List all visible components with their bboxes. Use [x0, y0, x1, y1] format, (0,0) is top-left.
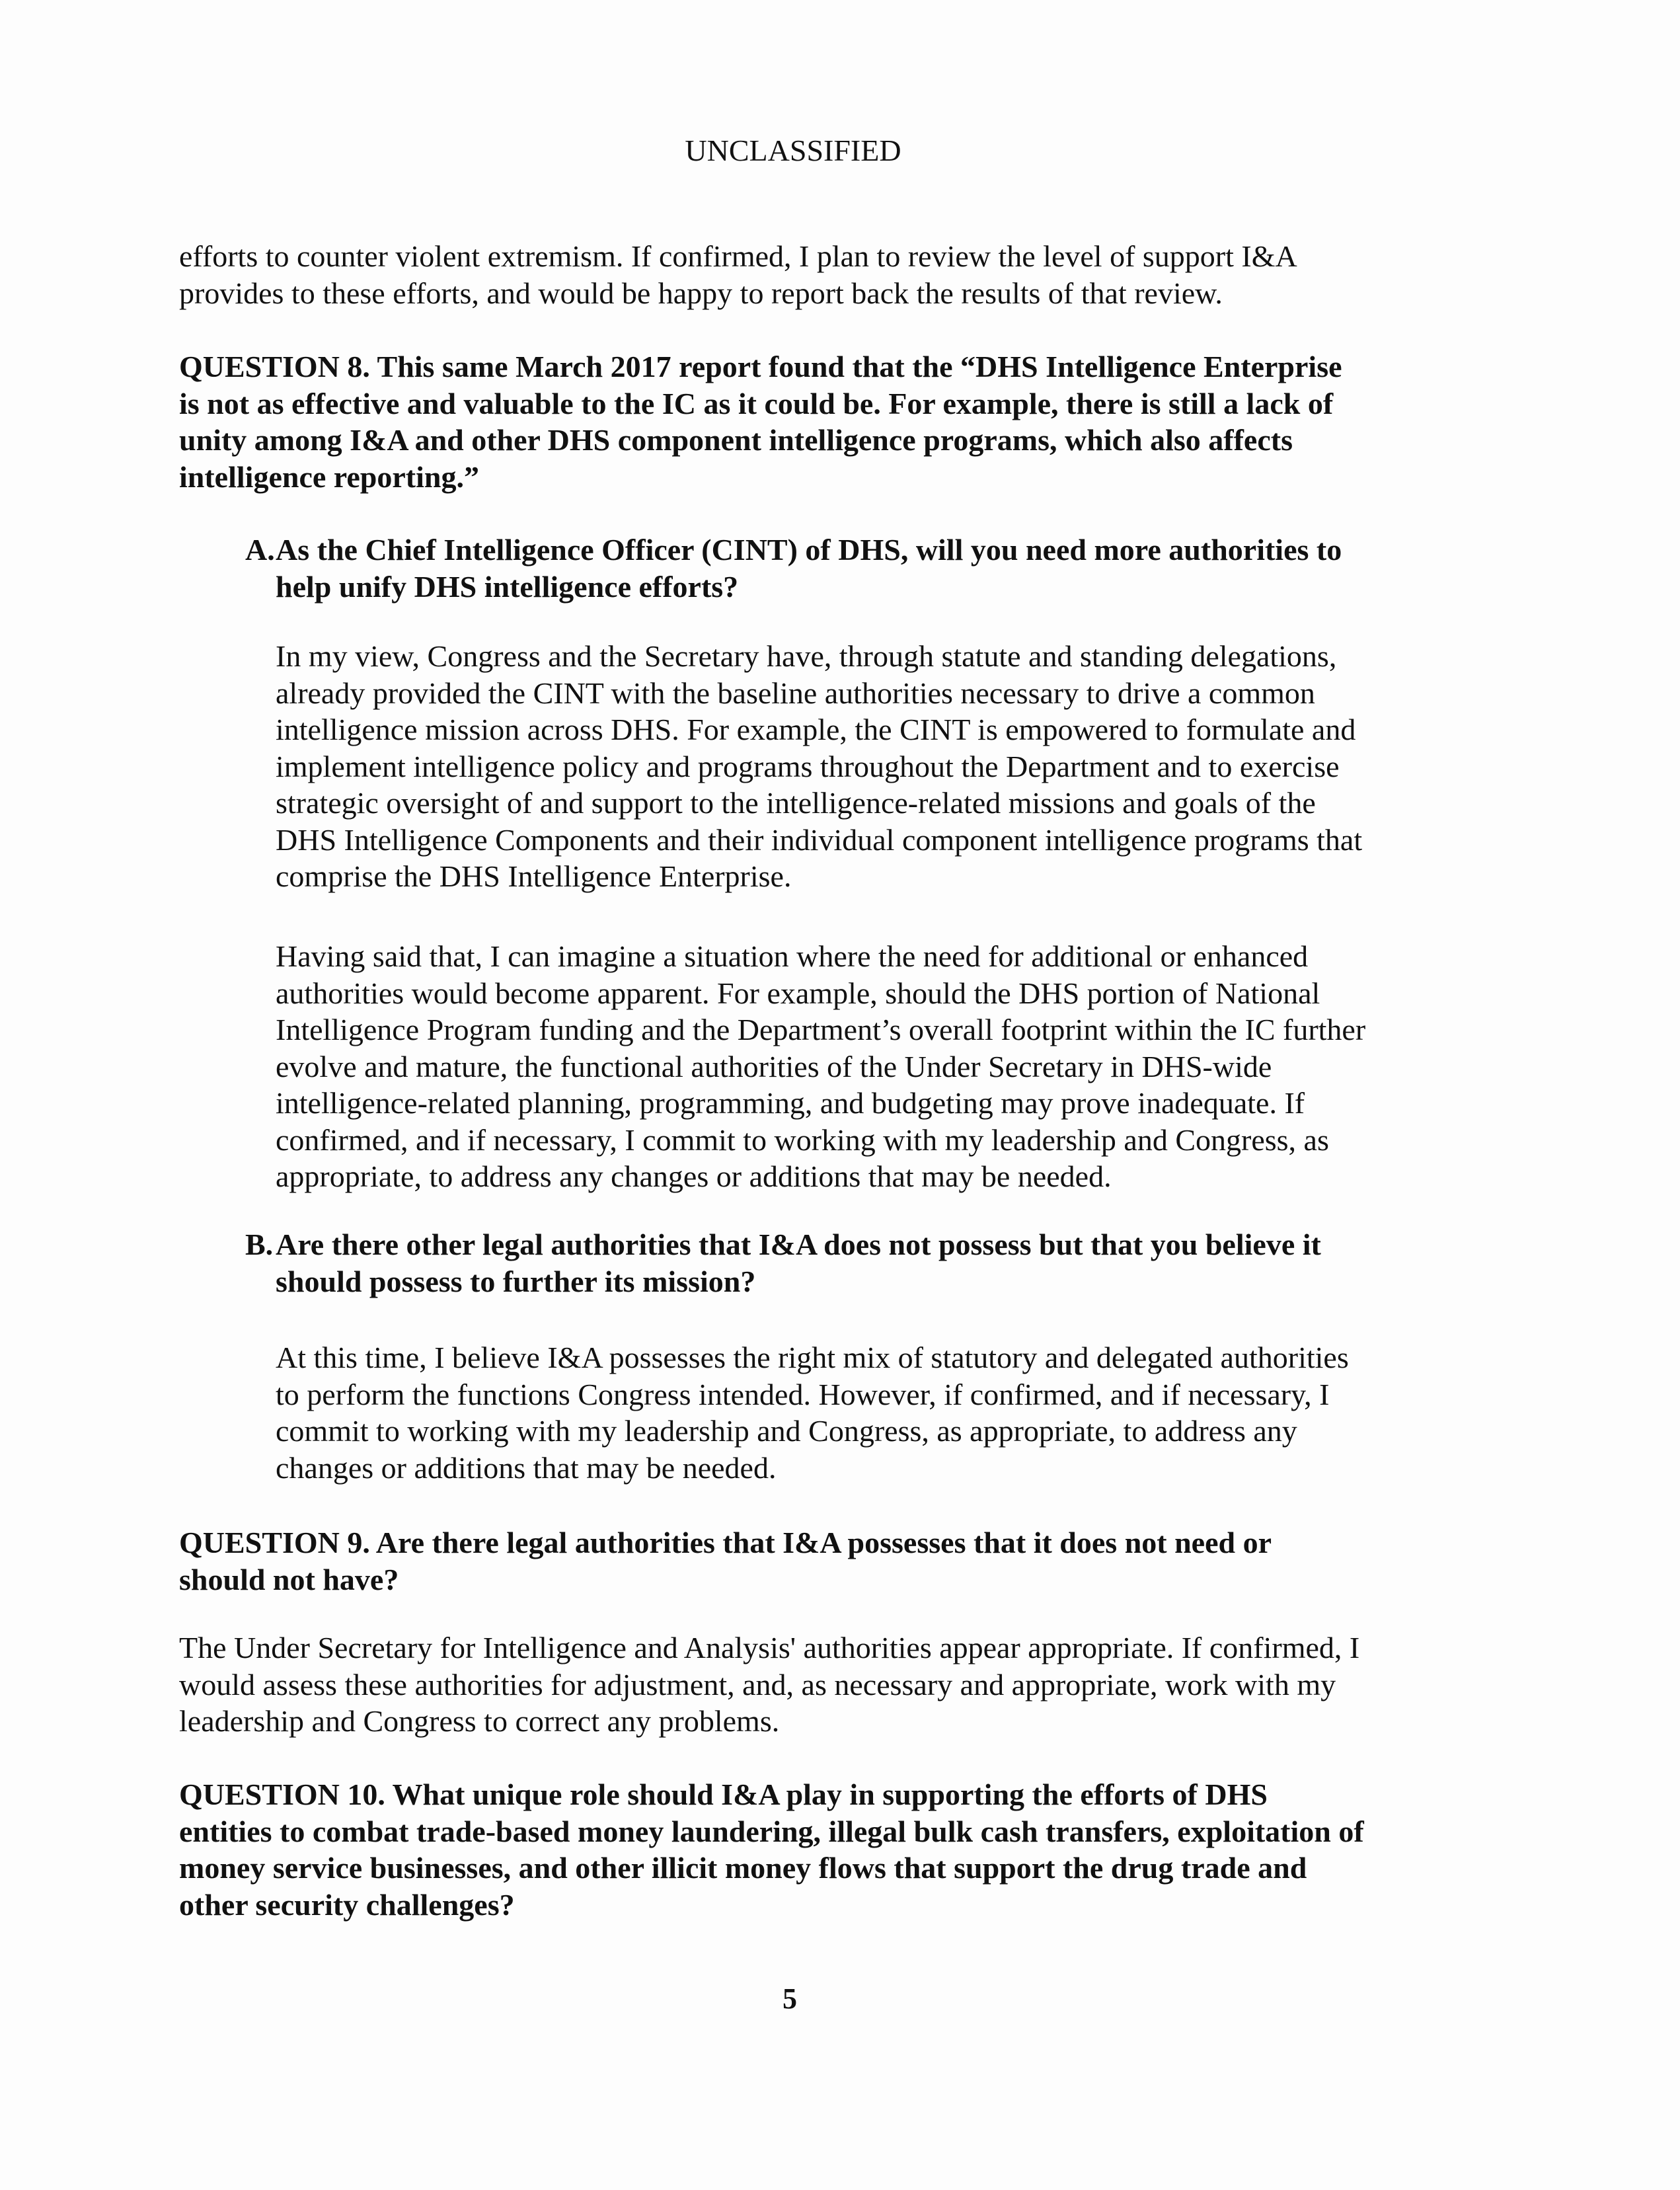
text-line: appropriate, to address any changes or additions that may be needed. — [276, 1159, 1112, 1193]
text-line: already provided the CINT with the baseline authorities necessary to drive a common — [276, 676, 1315, 710]
classification-header: UNCLASSIFIED — [685, 134, 901, 167]
answer-8b — [276, 1339, 1349, 1486]
text-line: commit to working with my leadership and Congress, as appropriate, to address any — [276, 1414, 1297, 1448]
question-8b-label: B. — [245, 1228, 274, 1261]
answer-8a-paragraph-2 — [276, 938, 1365, 1195]
question-8 — [179, 348, 1342, 495]
text-line: to perform the functions Congress intended. However, if confirmed, and if necessary, I — [276, 1377, 1330, 1411]
text-line: evolve and mature, the functional authorities of the Under Secretary in DHS-wide — [276, 1049, 1272, 1083]
question-8a-label: A. — [245, 533, 275, 567]
question-8b-text — [276, 1226, 1321, 1300]
text-line: is not as effective and valuable to the IC as it could be. For example, there is still a lack of — [179, 386, 1334, 420]
text-line: unity among I&A and other DHS component intelligence programs, which also affects — [179, 423, 1293, 457]
text-line: intelligence mission across DHS. For example, the CINT is empowered to formulate and — [276, 713, 1356, 746]
text-line: intelligence reporting.” — [179, 459, 479, 494]
answer-8a-paragraph-1 — [276, 638, 1362, 895]
text-line: In my view, Congress and the Secretary have, through statute and standing delegations, — [276, 639, 1337, 673]
text-line: The Under Secretary for Intelligence and Analysis' authorities appear appropriate. If confirmed, I — [179, 1631, 1360, 1664]
question-9 — [179, 1524, 1272, 1598]
text-line: confirmed, and if necessary, I commit to working with my leadership and Congress, as — [276, 1122, 1329, 1157]
text-line: entities to combat trade-based money laundering, illegal bulk cash transfers, exploitation of — [179, 1814, 1364, 1848]
question-10 — [179, 1776, 1364, 1923]
text-line: strategic oversight of and support to the intelligence-related missions and goals of the — [276, 786, 1316, 820]
answer-9 — [179, 1629, 1359, 1740]
text-line: Are there other legal authorities that I&A does not possess but that you believe it — [276, 1228, 1321, 1261]
page-number: 5 — [783, 1982, 797, 2015]
continued-paragraph — [179, 238, 1297, 311]
text-line: provides to these efforts, and would be happy to report back the results of that review. — [179, 276, 1223, 310]
text-line: comprise the DHS Intelligence Enterprise. — [276, 859, 792, 893]
text-line: changes or additions that may be needed. — [276, 1450, 777, 1485]
text-line: intelligence-related planning, programming, and budgeting may prove inadequate. If — [276, 1086, 1305, 1120]
text-line: efforts to counter violent extremism. If confirmed, I plan to review the level of support I&A — [179, 239, 1297, 273]
text-line: QUESTION 8. This same March 2017 report found that the “DHS Intelligence Enterprise — [179, 350, 1342, 383]
text-line: Having said that, I can imagine a situation where the need for additional or enhanced — [276, 939, 1309, 973]
text-line: DHS Intelligence Components and their individual component intelligence programs that — [276, 822, 1363, 857]
question-8a-text — [276, 531, 1342, 605]
text-line: help unify DHS intelligence efforts? — [276, 569, 739, 604]
text-line: would assess these authorities for adjustment, and, as necessary and appropriate, work with my — [179, 1667, 1336, 1701]
text-line: leadership and Congress to correct any problems. — [179, 1704, 780, 1738]
text-line: Intelligence Program funding and the Department’s overall footprint within the IC further — [276, 1013, 1366, 1046]
text-line: As the Chief Intelligence Officer (CINT) of DHS, will you need more authorities to — [276, 533, 1342, 567]
text-line: should possess to further its mission? — [276, 1264, 756, 1298]
text-line: authorities would become apparent. For example, should the DHS portion of National — [276, 976, 1320, 1010]
text-line: money service businesses, and other illicit money flows that support the drug trade and — [179, 1851, 1307, 1885]
text-line: At this time, I believe I&A possesses the right mix of statutory and delegated authorities — [276, 1341, 1349, 1374]
text-line: other security challenges? — [179, 1887, 515, 1922]
text-line: implement intelligence policy and programs throughout the Department and to exercise — [276, 749, 1340, 783]
text-line: QUESTION 9. Are there legal authorities that I&A possesses that it does not need or — [179, 1526, 1272, 1559]
text-line: QUESTION 10. What unique role should I&A play in supporting the efforts of DHS — [179, 1778, 1268, 1811]
text-line: should not have? — [179, 1562, 399, 1596]
